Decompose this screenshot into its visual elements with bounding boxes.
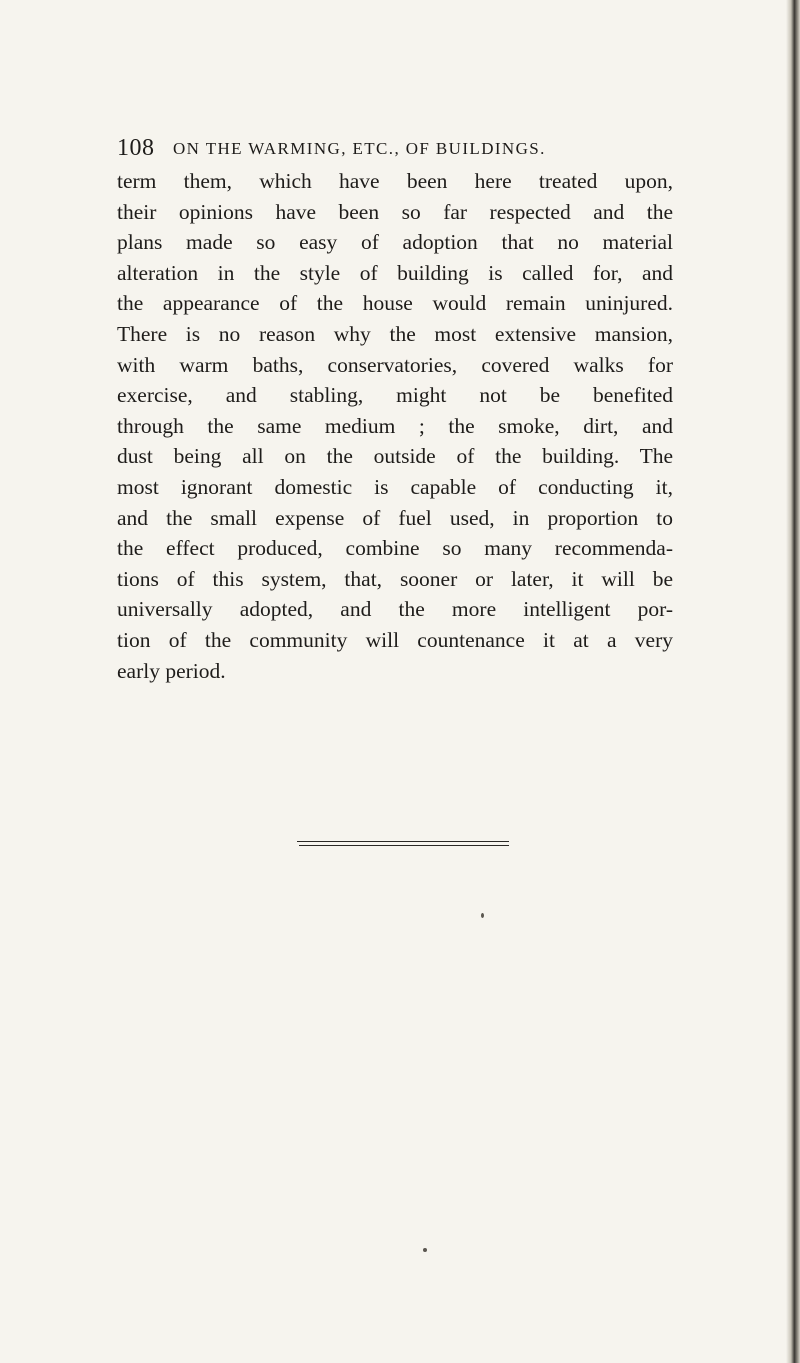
page-number: 108 [117, 135, 155, 161]
text-line: There is no reason why the most extensive mansion, [117, 321, 673, 346]
page-edge-shadow [786, 0, 800, 1363]
text-line: and the small expense of fuel used, in proportion to [117, 505, 673, 530]
text-line: tions of this system, that, sooner or later, it will be [117, 566, 673, 591]
text-line: through the same medium ; the smoke, dirt, and [117, 413, 673, 438]
text-line: exercise, and stabling, might not be benefited [117, 383, 673, 408]
text-line: term them, which have been here treated upon, [117, 169, 673, 193]
text-line: plans made so easy of adoption that no material [117, 230, 673, 255]
text-line: universally adopted, and the more intelligent por- [117, 597, 673, 622]
text-line: dust being all on the outside of the building. The [117, 444, 673, 469]
text-line: tion of the community will countenance it at a very [117, 627, 673, 652]
ink-speck [423, 1248, 427, 1252]
text-line: the appearance of the house would remain uninjured. [117, 291, 673, 316]
text-line: their opinions have been so far respected and the [117, 199, 673, 224]
text-line: alteration in the style of building is called for, and [117, 260, 673, 285]
running-header [117, 131, 717, 165]
running-title: ON THE WARMING, ETC., OF BUILDINGS. [173, 139, 546, 158]
text-line: most ignorant domestic is capable of conducting it, [117, 474, 673, 499]
body-paragraph [117, 166, 673, 686]
end-rule [297, 841, 509, 842]
end-rule [299, 845, 509, 846]
text-line: the effect produced, combine so many recommenda- [117, 536, 673, 561]
ink-speck [481, 913, 484, 918]
text-line: with warm baths, conservatories, covered walks for [117, 352, 673, 377]
text-line: early period. [117, 658, 226, 683]
